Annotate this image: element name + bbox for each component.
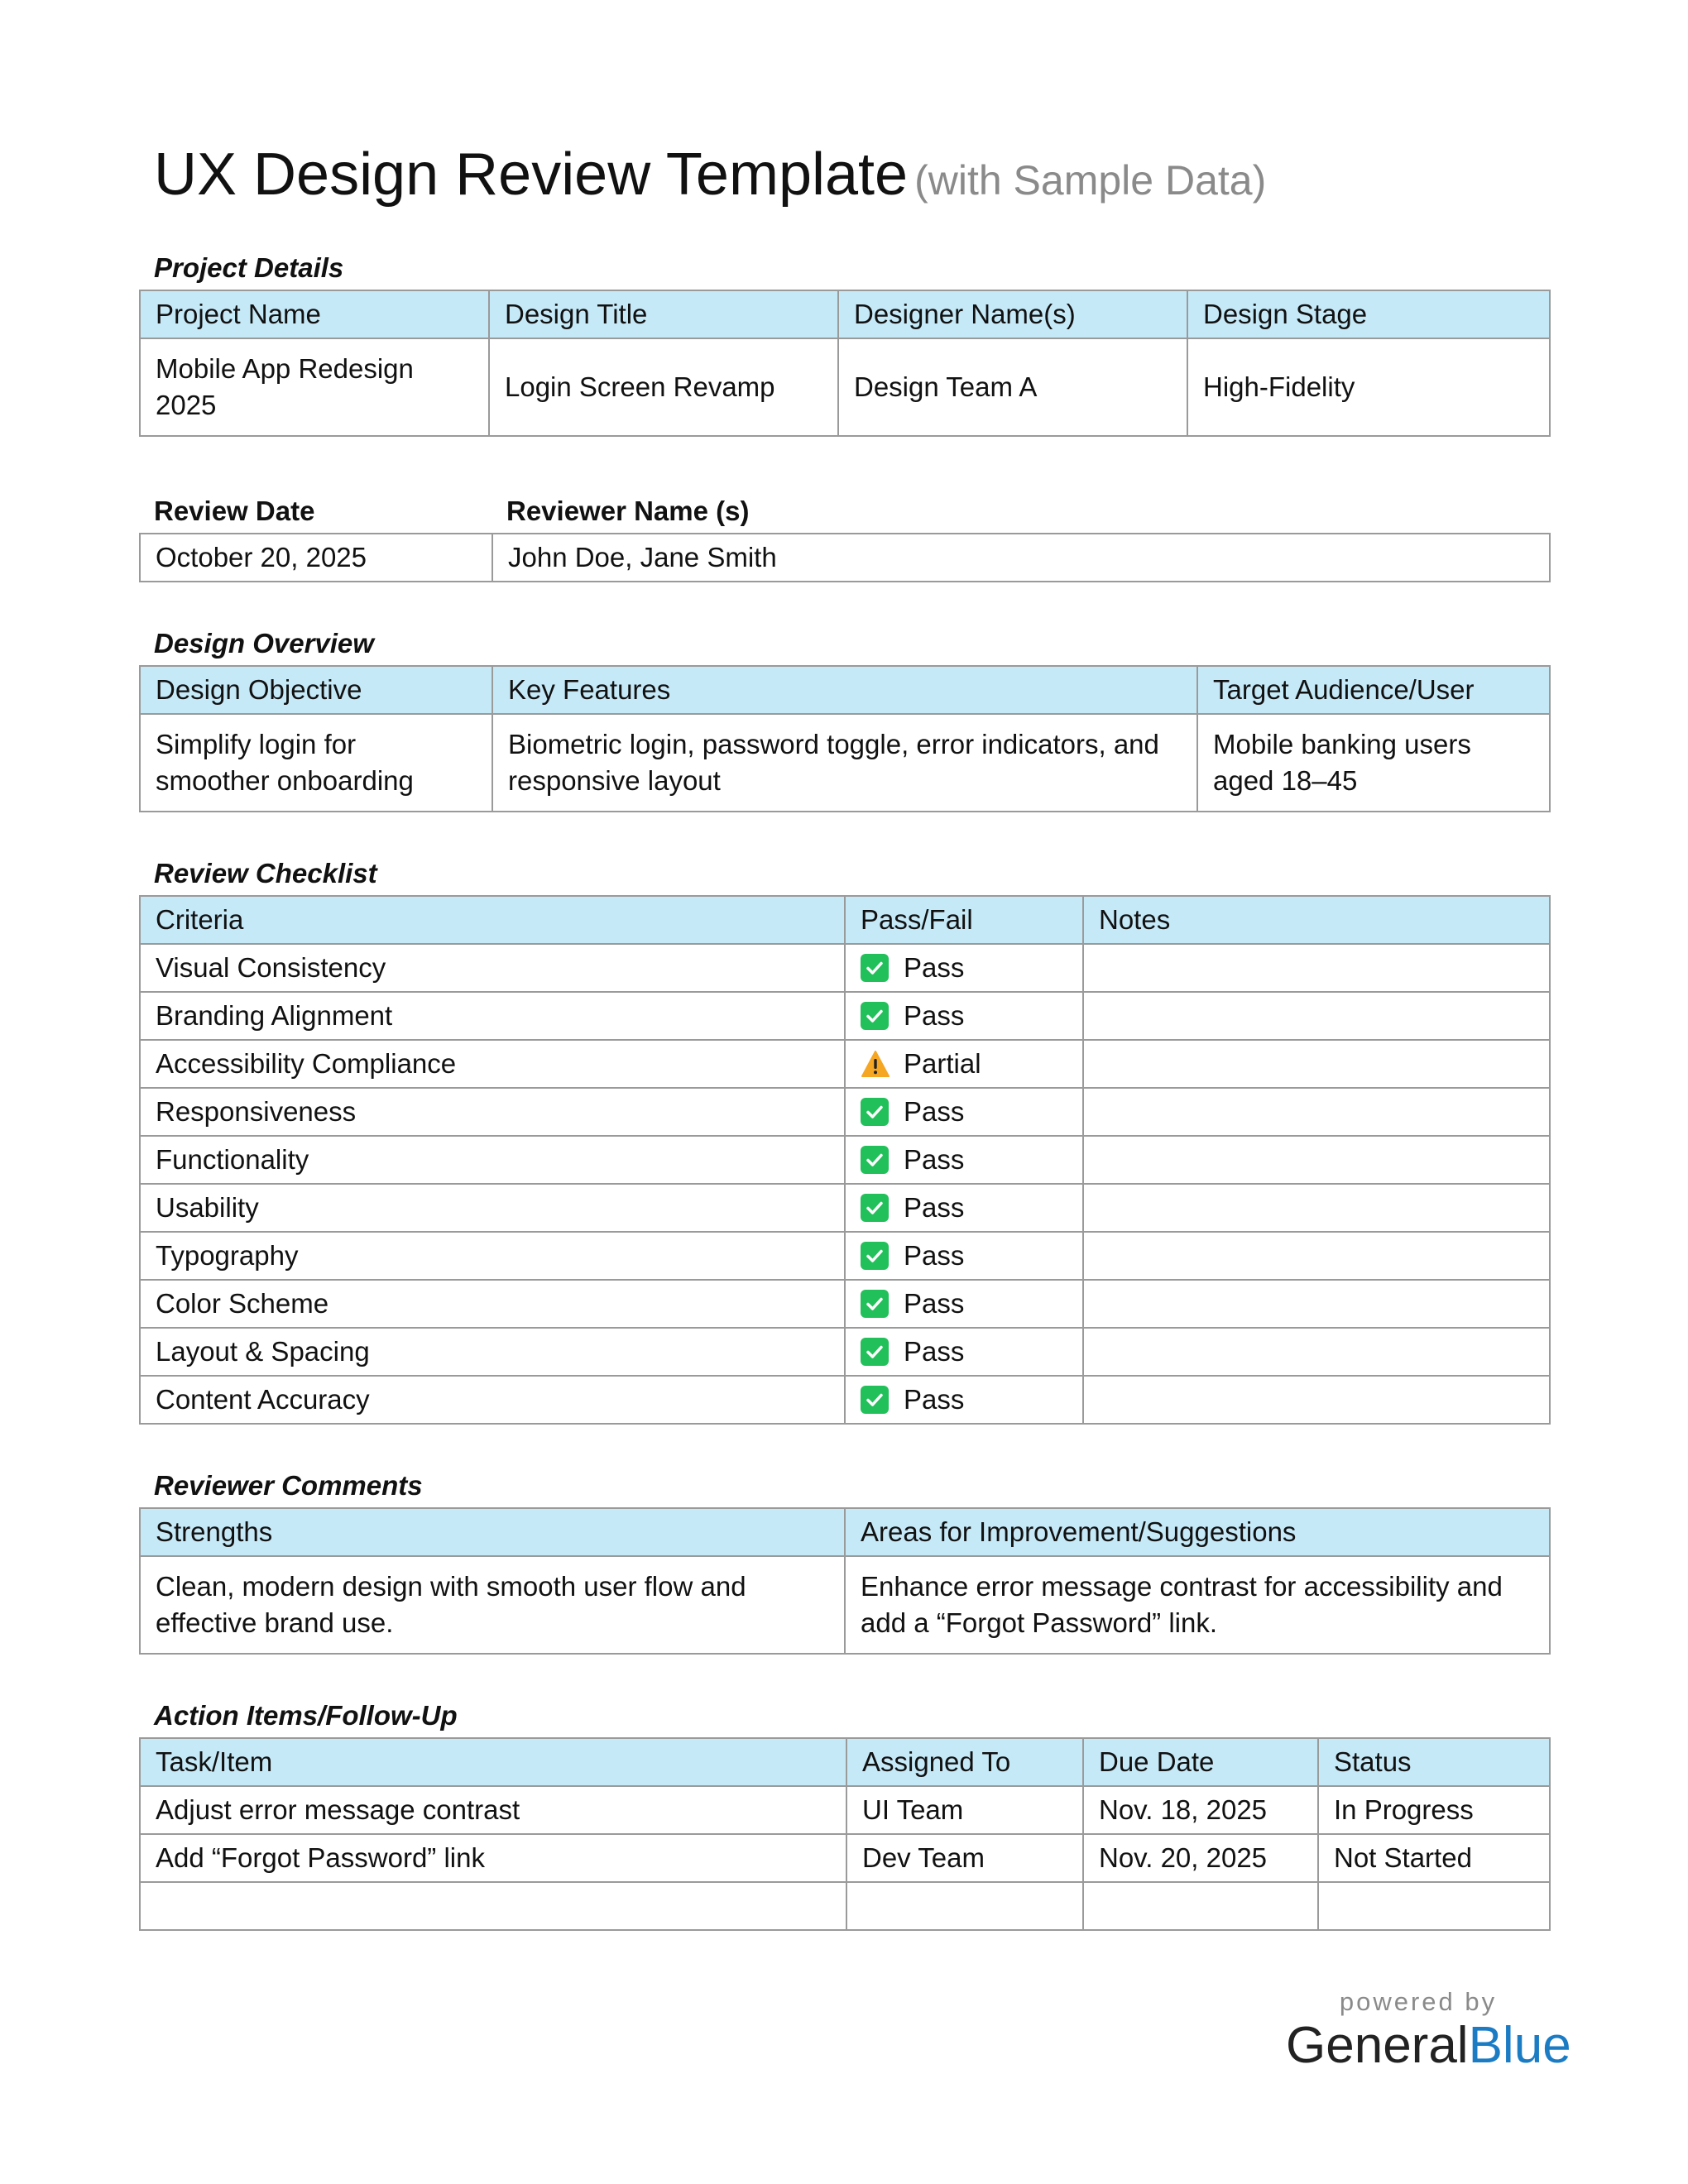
action-row [140, 1834, 1550, 1882]
strengths-value: Clean, modern design with smooth user flow and effective brand use. [140, 1556, 845, 1654]
header-assigned-to: Assigned To [846, 1738, 1083, 1786]
criteria-cell: Layout & Spacing [140, 1328, 845, 1376]
header-strengths: Strengths [140, 1508, 845, 1556]
action-items-label: Action Items/Follow-Up [154, 1700, 458, 1731]
status-cell [845, 992, 1083, 1040]
criteria-cell: Responsiveness [140, 1088, 845, 1136]
key-features-value: Biometric login, password toggle, error indicators, and responsive layout [492, 714, 1197, 812]
notes-cell [1083, 1088, 1550, 1136]
status-label: Pass [904, 1096, 965, 1127]
brand-name-part1: General [1286, 2017, 1469, 2074]
design-overview-label: Design Overview [154, 628, 374, 659]
due-date-cell: Nov. 20, 2025 [1083, 1834, 1318, 1882]
due-date-cell [1083, 1882, 1318, 1930]
review-info-table [139, 533, 1551, 582]
review-labels [139, 490, 1549, 533]
notes-cell [1083, 944, 1550, 992]
review-date-value: October 20, 2025 [140, 534, 492, 582]
task-cell: Add “Forgot Password” link [140, 1834, 846, 1882]
status-cell [845, 1088, 1083, 1136]
reviewer-name-label: Reviewer Name (s) [506, 496, 750, 526]
checklist-row [140, 1040, 1550, 1088]
criteria-cell: Usability [140, 1184, 845, 1232]
status-cell: In Progress [1318, 1786, 1550, 1834]
criteria-cell: Visual Consistency [140, 944, 845, 992]
target-audience-value: Mobile banking users aged 18–45 [1197, 714, 1550, 812]
notes-cell [1083, 992, 1550, 1040]
check-icon [861, 1386, 889, 1414]
design-stage-value: High-Fidelity [1187, 338, 1550, 436]
status-cell [845, 1376, 1083, 1424]
check-icon [861, 1098, 889, 1126]
header-target-audience: Target Audience/User [1197, 666, 1550, 714]
assigned-cell: UI Team [846, 1786, 1083, 1834]
notes-cell [1083, 1328, 1550, 1376]
header-improvements: Areas for Improvement/Suggestions [845, 1508, 1550, 1556]
check-icon [861, 1290, 889, 1318]
checklist-row [140, 1376, 1550, 1424]
check-icon [861, 1194, 889, 1222]
status-cell [845, 944, 1083, 992]
status-label: Pass [904, 1240, 965, 1271]
criteria-cell: Branding Alignment [140, 992, 845, 1040]
check-icon [861, 1002, 889, 1030]
criteria-cell: Functionality [140, 1136, 845, 1184]
design-title-value: Login Screen Revamp [489, 338, 838, 436]
task-cell [140, 1882, 846, 1930]
header-key-features: Key Features [492, 666, 1197, 714]
action-row [140, 1882, 1550, 1930]
check-icon [861, 954, 889, 982]
status-cell [845, 1184, 1083, 1232]
title-subtitle: (with Sample Data) [914, 157, 1267, 204]
notes-cell [1083, 1232, 1550, 1280]
check-icon [861, 1242, 889, 1270]
header-notes: Notes [1083, 896, 1550, 944]
header-status: Status [1318, 1738, 1550, 1786]
reviewer-names-value: John Doe, Jane Smith [492, 534, 1550, 582]
criteria-cell: Color Scheme [140, 1280, 845, 1328]
status-label: Partial [904, 1048, 981, 1079]
checklist-row [140, 1136, 1550, 1184]
status-cell [845, 1232, 1083, 1280]
review-date-label: Review Date [154, 496, 315, 526]
project-details-table [139, 290, 1551, 437]
brand-name [1286, 2017, 1571, 2075]
status-cell [845, 1136, 1083, 1184]
checklist-row [140, 944, 1550, 992]
status-cell [845, 1328, 1083, 1376]
improvements-value: Enhance error message contrast for accessibility and add a “Forgot Password” link. [845, 1556, 1550, 1654]
status-label: Pass [904, 1384, 965, 1415]
status-label: Pass [904, 1000, 965, 1031]
status-label: Pass [904, 952, 965, 983]
checklist-row [140, 1088, 1550, 1136]
criteria-cell: Accessibility Compliance [140, 1040, 845, 1088]
header-design-title: Design Title [489, 290, 838, 338]
status-cell [845, 1040, 1083, 1088]
warning-icon [861, 1050, 890, 1078]
header-criteria: Criteria [140, 896, 845, 944]
status-cell: Not Started [1318, 1834, 1550, 1882]
project-name-value: Mobile App Redesign 2025 [140, 338, 489, 436]
generalblue-logo [1286, 1987, 1571, 2075]
header-design-stage: Design Stage [1187, 290, 1550, 338]
check-icon [861, 1146, 889, 1174]
status-label: Pass [904, 1192, 965, 1223]
checklist-row [140, 1232, 1550, 1280]
notes-cell [1083, 1280, 1550, 1328]
notes-cell [1083, 1376, 1550, 1424]
project-details-label: Project Details [154, 252, 344, 283]
checklist-row [140, 992, 1550, 1040]
reviewer-comments-table [139, 1507, 1551, 1655]
criteria-cell: Typography [140, 1232, 845, 1280]
action-row [140, 1786, 1550, 1834]
action-items-table [139, 1737, 1551, 1931]
review-checklist-table [139, 895, 1551, 1425]
notes-cell [1083, 1040, 1550, 1088]
design-objective-value: Simplify login for smoother onboarding [140, 714, 492, 812]
checklist-row [140, 1280, 1550, 1328]
design-overview-table [139, 665, 1551, 812]
header-due-date: Due Date [1083, 1738, 1318, 1786]
checklist-row [140, 1328, 1550, 1376]
status-label: Pass [904, 1336, 965, 1367]
powered-by-text: powered by [1339, 1987, 1498, 2016]
criteria-cell: Content Accuracy [140, 1376, 845, 1424]
notes-cell [1083, 1136, 1550, 1184]
check-icon [861, 1338, 889, 1366]
status-label: Pass [904, 1288, 965, 1319]
notes-cell [1083, 1184, 1550, 1232]
assigned-cell: Dev Team [846, 1834, 1083, 1882]
header-project-name: Project Name [140, 290, 489, 338]
assigned-cell [846, 1882, 1083, 1930]
header-designer-names: Designer Name(s) [838, 290, 1187, 338]
reviewer-comments-label: Reviewer Comments [154, 1470, 423, 1501]
header-design-objective: Design Objective [140, 666, 492, 714]
designer-names-value: Design Team A [838, 338, 1187, 436]
document-page [139, 141, 1549, 1931]
review-checklist-label: Review Checklist [154, 858, 377, 888]
header-task-item: Task/Item [140, 1738, 846, 1786]
brand-name-part2: Blue [1468, 2017, 1571, 2074]
task-cell: Adjust error message contrast [140, 1786, 846, 1834]
due-date-cell: Nov. 18, 2025 [1083, 1786, 1318, 1834]
status-cell [1318, 1882, 1550, 1930]
status-cell [845, 1280, 1083, 1328]
document-title [154, 141, 1549, 223]
header-pass-fail: Pass/Fail [845, 896, 1083, 944]
checklist-row [140, 1184, 1550, 1232]
title-main: UX Design Review Template [154, 141, 909, 208]
status-label: Pass [904, 1144, 965, 1175]
